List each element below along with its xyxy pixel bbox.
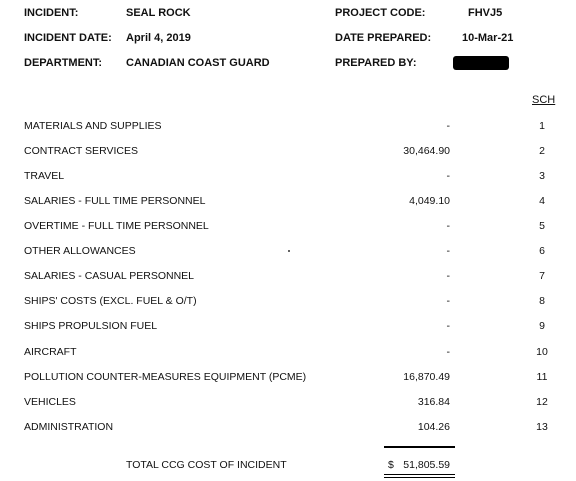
schedule-number: 12 xyxy=(536,396,548,408)
total-currency: $ xyxy=(388,459,394,471)
schedule-number: 4 xyxy=(539,195,545,207)
double-underline-top xyxy=(384,474,455,475)
incident-date-label: INCIDENT DATE: xyxy=(24,32,112,44)
schedule-number: 13 xyxy=(536,421,548,433)
cost-amount: 4,049.10 xyxy=(409,195,450,207)
cost-amount: 104.26 xyxy=(417,421,450,433)
cost-amount: - xyxy=(446,270,450,282)
total-amount: 51,805.59 xyxy=(403,459,450,471)
cost-label: SHIPS PROPULSION FUEL xyxy=(24,320,158,332)
cost-label: TRAVEL xyxy=(24,170,65,182)
cost-row xyxy=(0,220,576,234)
date-prepared-label: DATE PREPARED: xyxy=(335,32,432,44)
cost-label: CONTRACT SERVICES xyxy=(24,145,138,157)
double-underline-bottom xyxy=(384,477,455,478)
total-label: TOTAL CCG COST OF INCIDENT xyxy=(126,459,287,471)
department-label: DEPARTMENT: xyxy=(24,57,103,69)
cost-amount: - xyxy=(446,320,450,332)
incident-date-value: April 4, 2019 xyxy=(126,32,191,44)
project-code-value: FHVJ5 xyxy=(468,7,503,19)
cost-label: POLLUTION COUNTER-MEASURES EQUIPMENT (PCME) xyxy=(24,371,307,383)
schedule-number: 5 xyxy=(539,220,545,232)
cost-row xyxy=(0,371,576,385)
cost-label: SALARIES - CASUAL PERSONNEL xyxy=(24,270,194,282)
cost-row xyxy=(0,145,576,159)
schedule-number: 6 xyxy=(539,245,545,257)
total-rule xyxy=(384,446,455,448)
cost-label: OVERTIME - FULL TIME PERSONNEL xyxy=(24,220,209,232)
schedule-number: 8 xyxy=(539,295,545,307)
cost-amount: - xyxy=(446,295,450,307)
cost-label: OTHER ALLOWANCES xyxy=(24,245,136,257)
cost-row xyxy=(0,195,576,209)
cost-label: VEHICLES xyxy=(24,396,76,408)
incident-value: SEAL ROCK xyxy=(126,7,191,19)
schedule-number: 3 xyxy=(539,170,545,182)
stray-mark xyxy=(288,250,290,252)
cost-row xyxy=(0,295,576,309)
cost-label: SHIPS' COSTS (EXCL. FUEL & O/T) xyxy=(24,295,197,307)
schedule-number: 9 xyxy=(539,320,545,332)
schedule-number: 1 xyxy=(539,120,545,132)
cost-amount: - xyxy=(446,220,450,232)
cost-label: ADMINISTRATION xyxy=(24,421,114,433)
schedule-number: 7 xyxy=(539,270,545,282)
cost-amount: - xyxy=(446,245,450,257)
sch-column-header: SCH xyxy=(532,94,556,106)
prepared-by-label: PREPARED BY: xyxy=(335,57,417,69)
cost-amount: - xyxy=(446,120,450,132)
cost-amount: - xyxy=(446,346,450,358)
cost-row xyxy=(0,320,576,334)
schedule-number: 2 xyxy=(539,145,545,157)
cost-row xyxy=(0,245,576,259)
cost-amount: - xyxy=(446,170,450,182)
schedule-number: 11 xyxy=(536,371,548,383)
cost-label: MATERIALS AND SUPPLIES xyxy=(24,120,162,132)
cost-label: AIRCRAFT xyxy=(24,346,77,358)
cost-row xyxy=(0,396,576,410)
cost-label: SALARIES - FULL TIME PERSONNEL xyxy=(24,195,206,207)
cost-row xyxy=(0,270,576,284)
redaction-block xyxy=(453,56,509,70)
cost-amount: 316.84 xyxy=(417,396,450,408)
department-value: CANADIAN COAST GUARD xyxy=(126,57,270,69)
project-code-label: PROJECT CODE: xyxy=(335,7,426,19)
cost-row xyxy=(0,170,576,184)
cost-row xyxy=(0,346,576,360)
date-prepared-value: 10-Mar-21 xyxy=(462,32,514,44)
cost-amount: 30,464.90 xyxy=(403,145,450,157)
cost-row xyxy=(0,120,576,134)
incident-label: INCIDENT: xyxy=(24,7,79,19)
schedule-number: 10 xyxy=(536,346,548,358)
cost-amount: 16,870.49 xyxy=(403,371,450,383)
cost-row xyxy=(0,421,576,435)
